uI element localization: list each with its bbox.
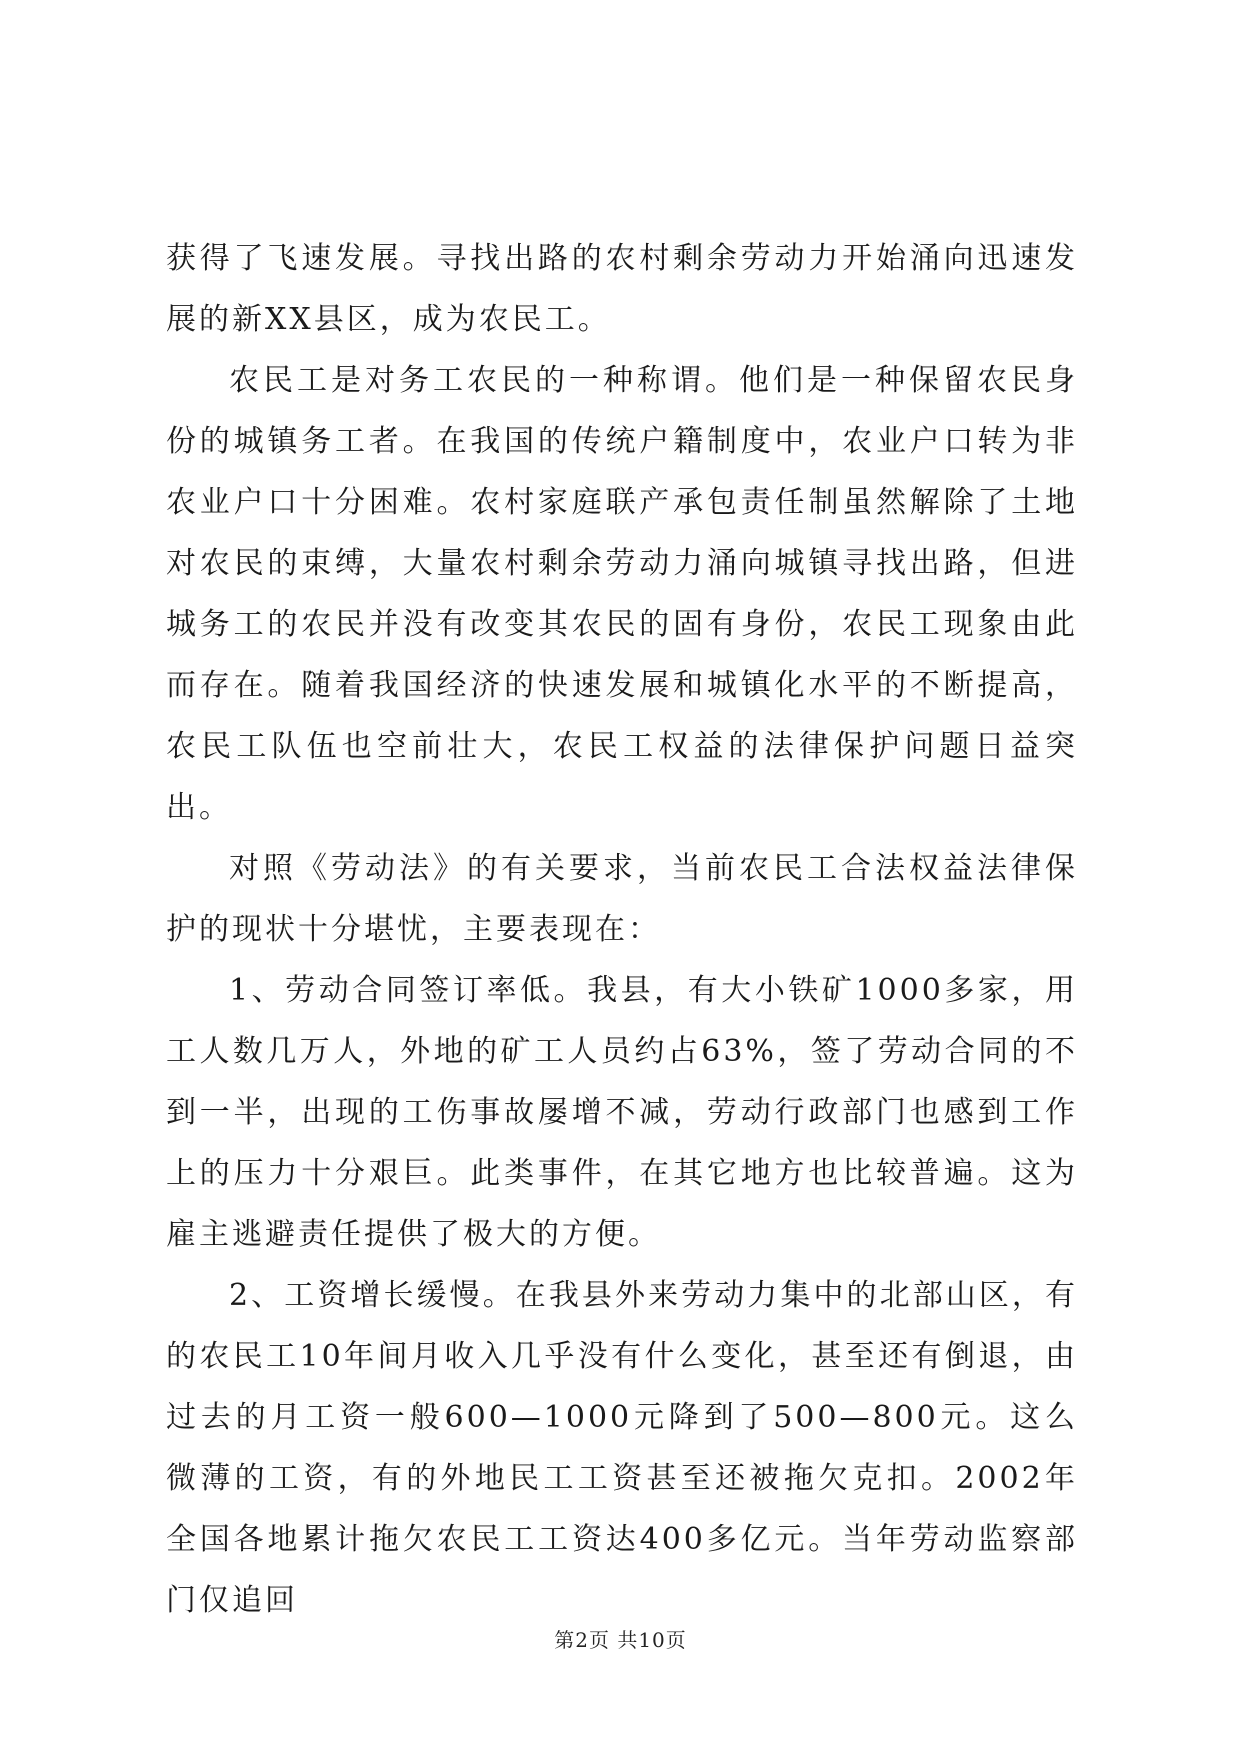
paragraph-1: 获得了飞速发展。寻找出路的农村剩余劳动力开始涌向迅速发展的新XX县区，成为农民工。	[166, 241, 1078, 337]
paragraph-5: 2、工资增长缓慢。在我县外来劳动力集中的北部山区，有的农民工10年间月收入几乎没有什么变化，甚至还有倒退，由过去的月工资一般600—1000元降到了500—800元。这么微薄的工资，有的外地民工工资甚至还被拖欠克扣。2002年全国各地累计拖欠农民工工资达400多亿元。当年劳动监察部门仅追回	[166, 1278, 1078, 1618]
paragraph-4: 1、劳动合同签订率低。我县，有大小铁矿1000多家，用工人数几万人，外地的矿工人员约占63%，签了劳动合同的不到一半，出现的工伤事故屡增不减，劳动行政部门也感到工作上的压力十分艰巨。此类事件，在其它地方也比较普遍。这为雇主逃避责任提供了极大的方便。	[166, 973, 1078, 1252]
page-footer: 第2页 共10页	[554, 1628, 687, 1652]
paragraph-2: 农民工是对务工农民的一种称谓。他们是一种保留农民身份的城镇务工者。在我国的传统户籍制度中，农业户口转为非农业户口十分困难。农村家庭联产承包责任制虽然解除了土地对农民的束缚，大量农村剩余劳动力涌向城镇寻找出路，但进城务工的农民并没有改变其农民的固有身份，农民工现象由此而存在。随着我国经济的快速发展和城镇化水平的不断提高，农民工队伍也空前壮大，农民工权益的法律保护问题日益突出。	[166, 363, 1078, 825]
document-body	[166, 228, 1078, 1631]
paragraph-3: 对照《劳动法》的有关要求，当前农民工合法权益法律保护的现状十分堪忧，主要表现在：	[166, 851, 1078, 947]
